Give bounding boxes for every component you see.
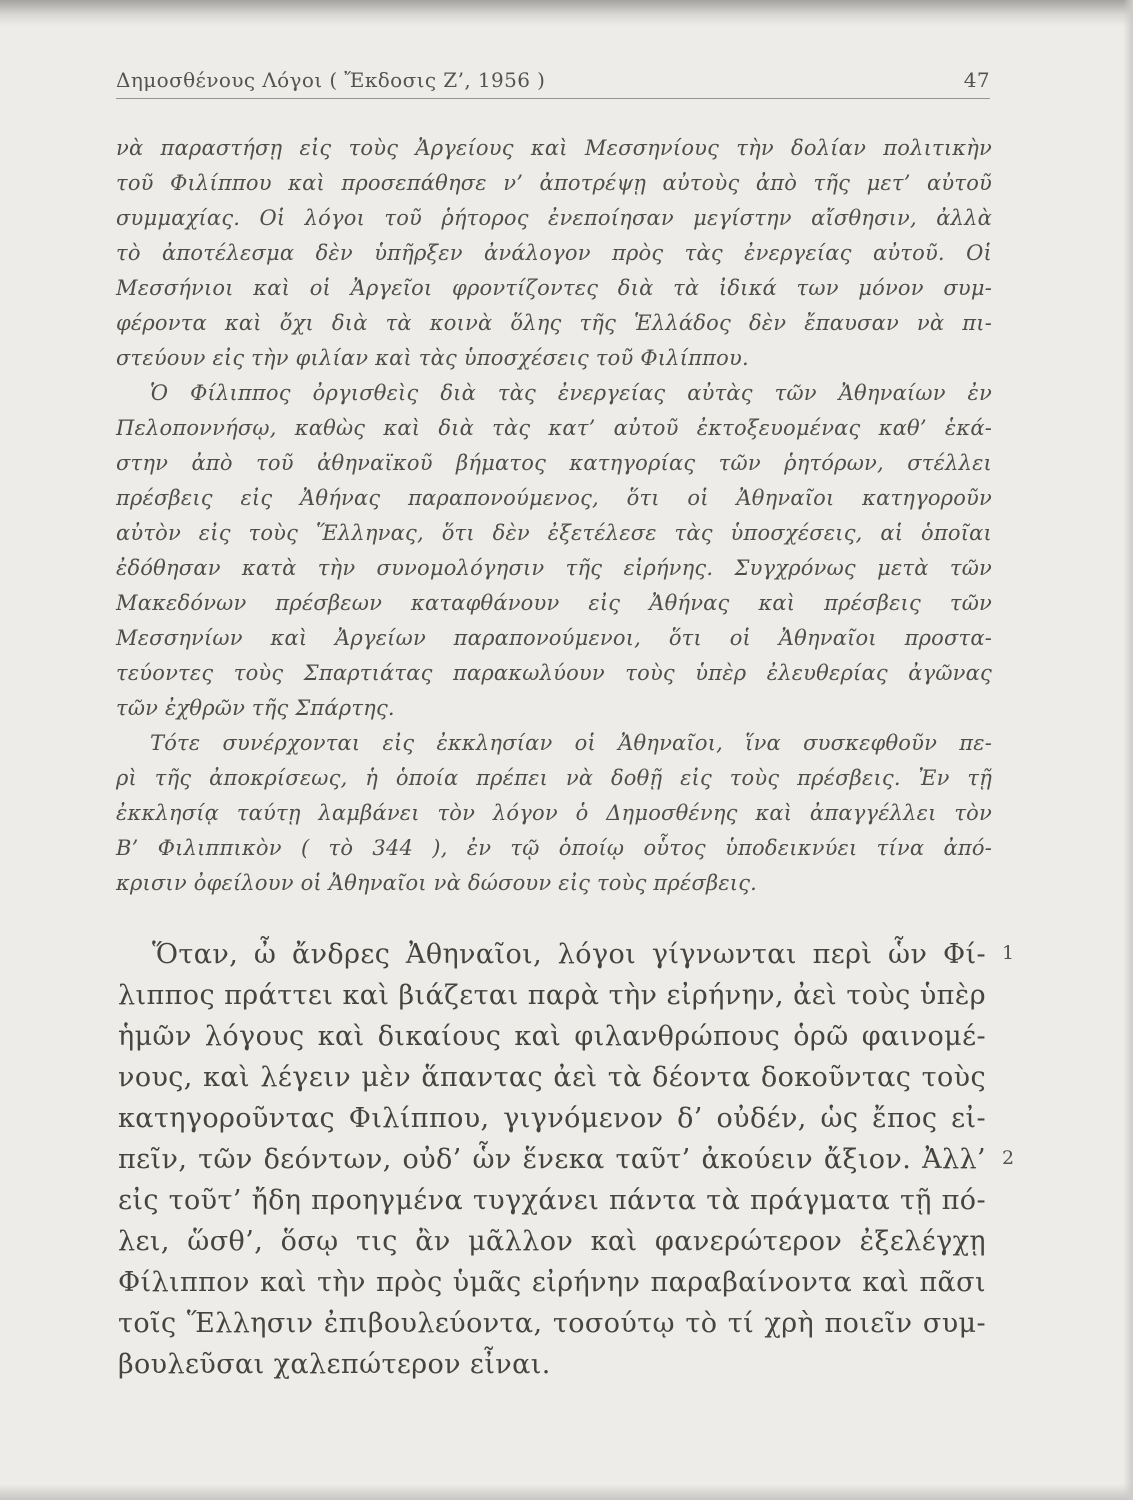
section-number-1: 1	[1002, 942, 1015, 964]
scan-edge-top	[0, 0, 1133, 26]
text-line: πρέσβεις εἰς Ἀθήνας παραπονούμενος, ὅτι οἱ Ἀθηναῖοι κατηγοροῦν	[116, 486, 992, 510]
text-line: φέροντα καὶ ὄχι διὰ τὰ κοινὰ ὅλης τῆς Ἑλλάδος δὲν ἔπαυσαν νὰ πι-	[116, 311, 992, 335]
page-number: 47	[963, 68, 990, 92]
scan-edge-bottom	[0, 1484, 1133, 1500]
text-line: τὸ ἀποτέλεσμα δὲν ὑπῆρξεν ἀνάλογον πρὸς τὰς ἐνεργείας αὐτοῦ. Οἱ	[116, 241, 992, 265]
section-number-2: 2	[1002, 1147, 1015, 1169]
text-line: τοῖς Ἕλλησιν ἐπιβουλεύοντα, τοσούτῳ τὸ τί χρὴ ποιεῖν συμ-	[118, 1308, 986, 1339]
page-header	[116, 68, 990, 92]
text-line: τεύοντες τοὺς Σπαρτιάτας παρακωλύουν τοὺς ὑπὲρ ἐλευθερίας ἀγῶνας	[116, 661, 992, 685]
intro-paragraph-1	[116, 131, 992, 376]
text-line: κατηγοροῦντας Φιλίππου, γιγνόμενον δ’ οὐδέν, ὡς ἔπος εἰ-	[118, 1103, 986, 1134]
text-line: Φίλιππον καὶ τὴν πρὸς ὑμᾶς εἰρήνην παραβαίνοντα καὶ πᾶσι	[118, 1267, 986, 1298]
text-line: νὰ παραστήσῃ εἰς τοὺς Ἀργείους καὶ Μεσσηνίους τὴν δολίαν πολιτικὴν	[116, 136, 992, 160]
text-line: λιππος πράττει καὶ βιάζεται παρὰ τὴν εἰρήνην, ἀεὶ τοὺς ὑπὲρ	[118, 980, 986, 1011]
main-paragraph	[118, 934, 986, 1385]
text-line: ἐκκλησίᾳ ταύτῃ λαμβάνει τὸν λόγον ὁ Δημοσθένης καὶ ἀπαγγέλλει τὸν	[116, 801, 992, 825]
text-line: Τότε συνέρχονται εἰς ἐκκλησίαν οἱ Ἀθηναῖοι, ἵνα συσκεφθοῦν πε-	[150, 731, 992, 755]
text-line: Μεσσηνίων καὶ Ἀργείων παραπονούμενοι, ὅτι οἱ Ἀθηναῖοι προστα-	[116, 626, 992, 650]
text-line: βουλεῦσαι χαλεπώτερον εἶναι.	[118, 1349, 551, 1380]
header-rule	[116, 98, 990, 99]
text-line: ἐδόθησαν κατὰ τὴν συνομολόγησιν τῆς εἰρήνης. Συγχρόνως μετὰ τῶν	[116, 556, 992, 580]
text-line: Ὁ Φίλιππος ὀργισθεὶς διὰ τὰς ἐνεργείας αὐτὰς τῶν Ἀθηναίων ἐν	[150, 381, 992, 405]
text-line: στεύουν εἰς τὴν φιλίαν καὶ τὰς ὑποσχέσεις τοῦ Φιλίππου.	[116, 346, 749, 370]
text-line: Μακεδόνων πρέσβεων καταφθάνουν εἰς Ἀθήνας καὶ πρέσβεις τῶν	[116, 591, 992, 615]
text-line: κρισιν ὀφείλουν οἱ Ἀθηναῖοι νὰ δώσουν εἰς τοὺς πρέσβεις.	[116, 871, 758, 895]
text-line: στην ἀπὸ τοῦ ἀθηναϊκοῦ βήματος κατηγορίας τῶν ῥητόρων, στέλλει	[116, 451, 992, 475]
main-text	[118, 934, 1015, 1385]
text-line: Πελοποννήσῳ, καθὼς καὶ διὰ τὰς κατ’ αὐτοῦ ἐκτοξευομένας καθ’ ἑκά-	[116, 416, 992, 440]
scan-edge-right	[1123, 0, 1133, 1500]
text-line: συμμαχίας. Οἱ λόγοι τοῦ ῥήτορος ἐνεποίησαν μεγίστην αἴσθησιν, ἀλλὰ	[116, 206, 992, 230]
text-line: τῶν ἐχθρῶν τῆς Σπάρτης.	[116, 696, 395, 720]
text-line: αὐτὸν εἰς τοὺς Ἕλληνας, ὅτι δὲν ἐξετέλεσε τὰς ὑποσχέσεις, αἱ ὁποῖαι	[116, 521, 992, 545]
text-line: τοῦ Φιλίππου καὶ προσεπάθησε ν’ ἀποτρέψῃ αὐτοὺς ἀπὸ τῆς μετ’ αὐτοῦ	[116, 171, 992, 195]
text-line: λει, ὥσθ’, ὅσῳ τις ἂν μᾶλλον καὶ φανερώτερον ἐξελέγχῃ	[118, 1226, 986, 1257]
intro-summary	[116, 131, 992, 901]
text-line: Μεσσήνιοι καὶ οἱ Ἀργεῖοι φροντίζοντες διὰ τὰ ἰδικά των μόνον συμ-	[116, 276, 992, 300]
text-line: ρὶ τῆς ἀποκρίσεως, ἡ ὁποία πρέπει νὰ δοθῇ εἰς τοὺς πρέσβεις. Ἐν τῇ	[116, 766, 992, 790]
text-line: εἰς τοῦτ’ ἤδη προηγμένα τυγχάνει πάντα τὰ πράγματα τῇ πό-	[118, 1185, 986, 1216]
running-title: Δημοσθένους Λόγοι ( Ἔκδοσις Ζ’, 1956 )	[116, 68, 546, 92]
text-line: πεῖν, τῶν δεόντων, οὐδ’ ὧν ἕνεκα ταῦτ’ ἀκούειν ἄξιον. Ἀλλ’	[118, 1144, 986, 1175]
text-line: Ὅταν, ὦ ἄνδρες Ἀθηναῖοι, λόγοι γίγνωνται περὶ ὧν Φί-	[152, 939, 986, 970]
text-line: ἡμῶν λόγους καὶ δικαίους καὶ φιλανθρώπους ὁρῶ φαινομέ-	[118, 1021, 986, 1052]
text-line: Β’ Φιλιππικὸν ( τὸ 344 ), ἐν τῷ ὁποίῳ οὗτος ὑποδεικνύει τίνα ἀπό-	[116, 836, 992, 860]
intro-paragraph-3	[116, 726, 992, 901]
text-line: νους, καὶ λέγειν μὲν ἅπαντας ἀεὶ τὰ δέοντα δοκοῦντας τοὺς	[118, 1062, 986, 1093]
intro-paragraph-2	[116, 376, 992, 726]
